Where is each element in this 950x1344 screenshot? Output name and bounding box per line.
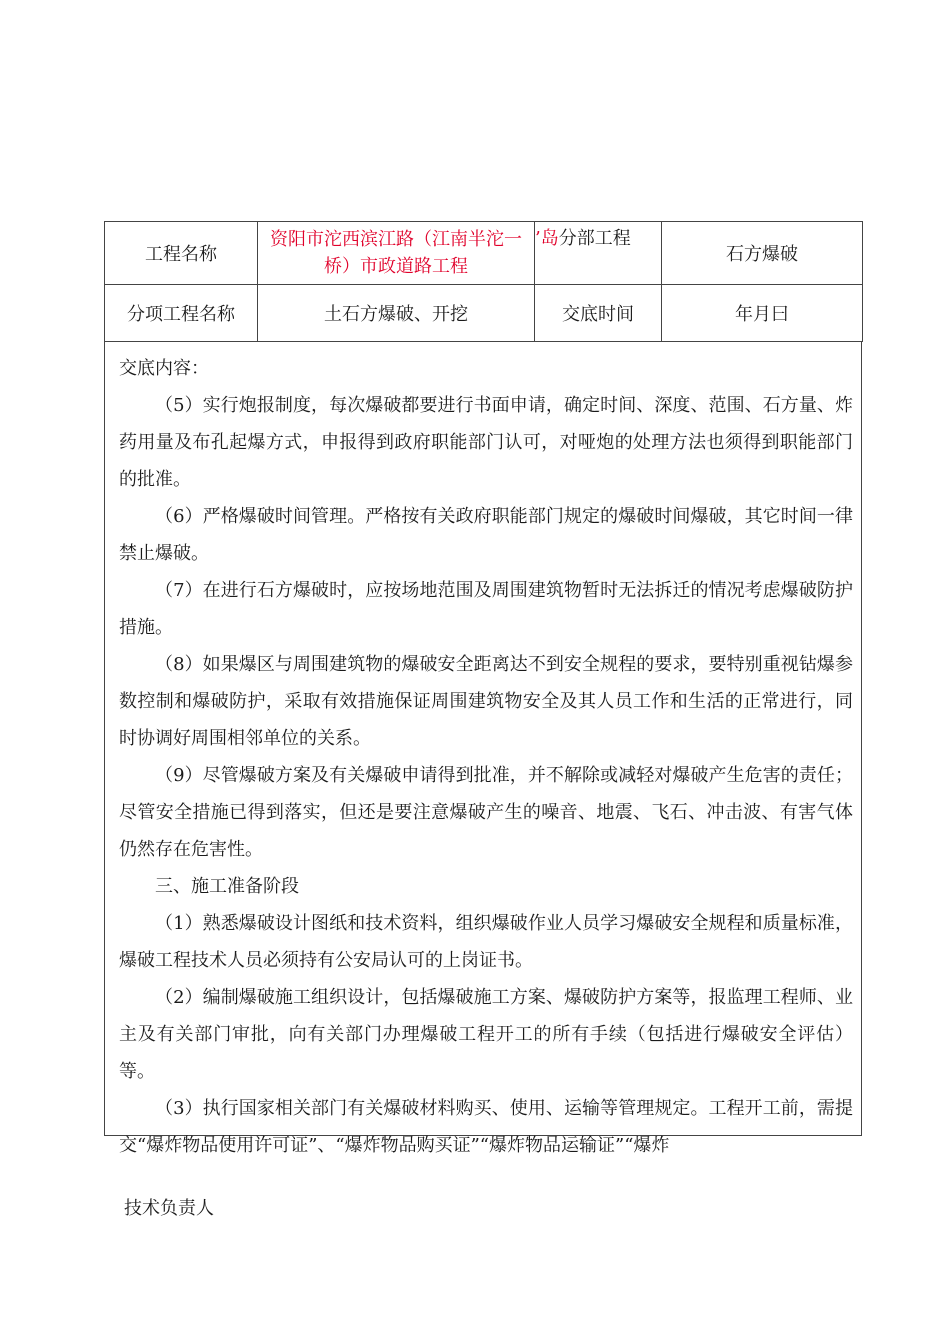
disclosure-content: [104, 342, 862, 1156]
content-paragraph: （2）编制爆破施工组织设计，包括爆破施工方案、爆破防护方案等，报监理工程师、业主及有关部门审批，向有关部门办理爆破工程开工的所有手续（包括进行爆破安全评估）等。: [119, 987, 853, 1082]
header-row-item: [105, 285, 863, 342]
header-table: [104, 221, 863, 342]
item-label: 分项工程名称: [105, 285, 258, 342]
content-paragraph: （3）执行国家相关部门有关爆破材料购买、使用、运输等管理规定。工程开工前，需提交“爆炸物品使用许可证”、“爆炸物品购买证”“爆炸物品运输证”“爆炸: [119, 1098, 853, 1156]
subsection-label: 分部工程: [558, 228, 631, 249]
subsection-label-cell: [535, 222, 662, 285]
project-name: 资阳市沱西滨江路（江南半沱一桥）市政道路工程: [258, 222, 535, 285]
content-paragraph: （1）熟悉爆破设计图纸和技术资料，组织爆破作业人员学习爆破安全规程和质量标准，爆破工程技术人员必须持有公安局认可的上岗证书。: [119, 913, 853, 971]
date-label: 交底时间: [535, 285, 662, 342]
subsection-value: 石方爆破: [662, 222, 863, 285]
content-paragraph: （7）在进行石方爆破时，应按场地范围及周围建筑物暂时无法拆迁的情况考虑爆破防护措施。: [119, 580, 853, 638]
project-label: 工程名称: [105, 222, 258, 285]
item-value: 土石方爆破、开挖: [258, 285, 535, 342]
subsection-prefix: ’岛: [535, 228, 559, 249]
content-paragraph: （9）尽管爆破方案及有关爆破申请得到批准，并不解除或减轻对爆破产生危害的责任；尽管安全措施已得到落实，但还是要注意爆破产生的噪音、地震、飞石、冲击波、有害气体仍然存在危害性。: [119, 765, 853, 860]
date-value: 年月曰: [662, 285, 863, 342]
disclosure-form: [104, 221, 862, 1156]
content-paragraph: （5）实行炮报制度，每次爆破都要进行书面申请，确定时间、深度、范围、石方量、炸药用量及布孔起爆方式，申报得到政府职能部门认可，对哑炮的处理方法也须得到职能部门的批准。: [119, 395, 853, 490]
content-lead: 交底内容：: [119, 358, 209, 379]
content-paragraph: （6）严格爆破时间管理。严格按有关政府职能部门规定的爆破时间爆破，其它时间一律禁止爆破。: [119, 506, 853, 564]
section-heading: 三、施工准备阶段: [155, 876, 299, 897]
content-paragraph: （8）如果爆区与周围建筑物的爆破安全距离达不到安全规程的要求，要特别重视钻爆参数控制和爆破防护，采取有效措施保证周围建筑物安全及其人员工作和生活的正常进行，同时协调好周围相邻单位的关系。: [119, 654, 853, 749]
header-row-project: [105, 222, 863, 285]
signature-label: 技术负责人: [124, 1198, 214, 1219]
